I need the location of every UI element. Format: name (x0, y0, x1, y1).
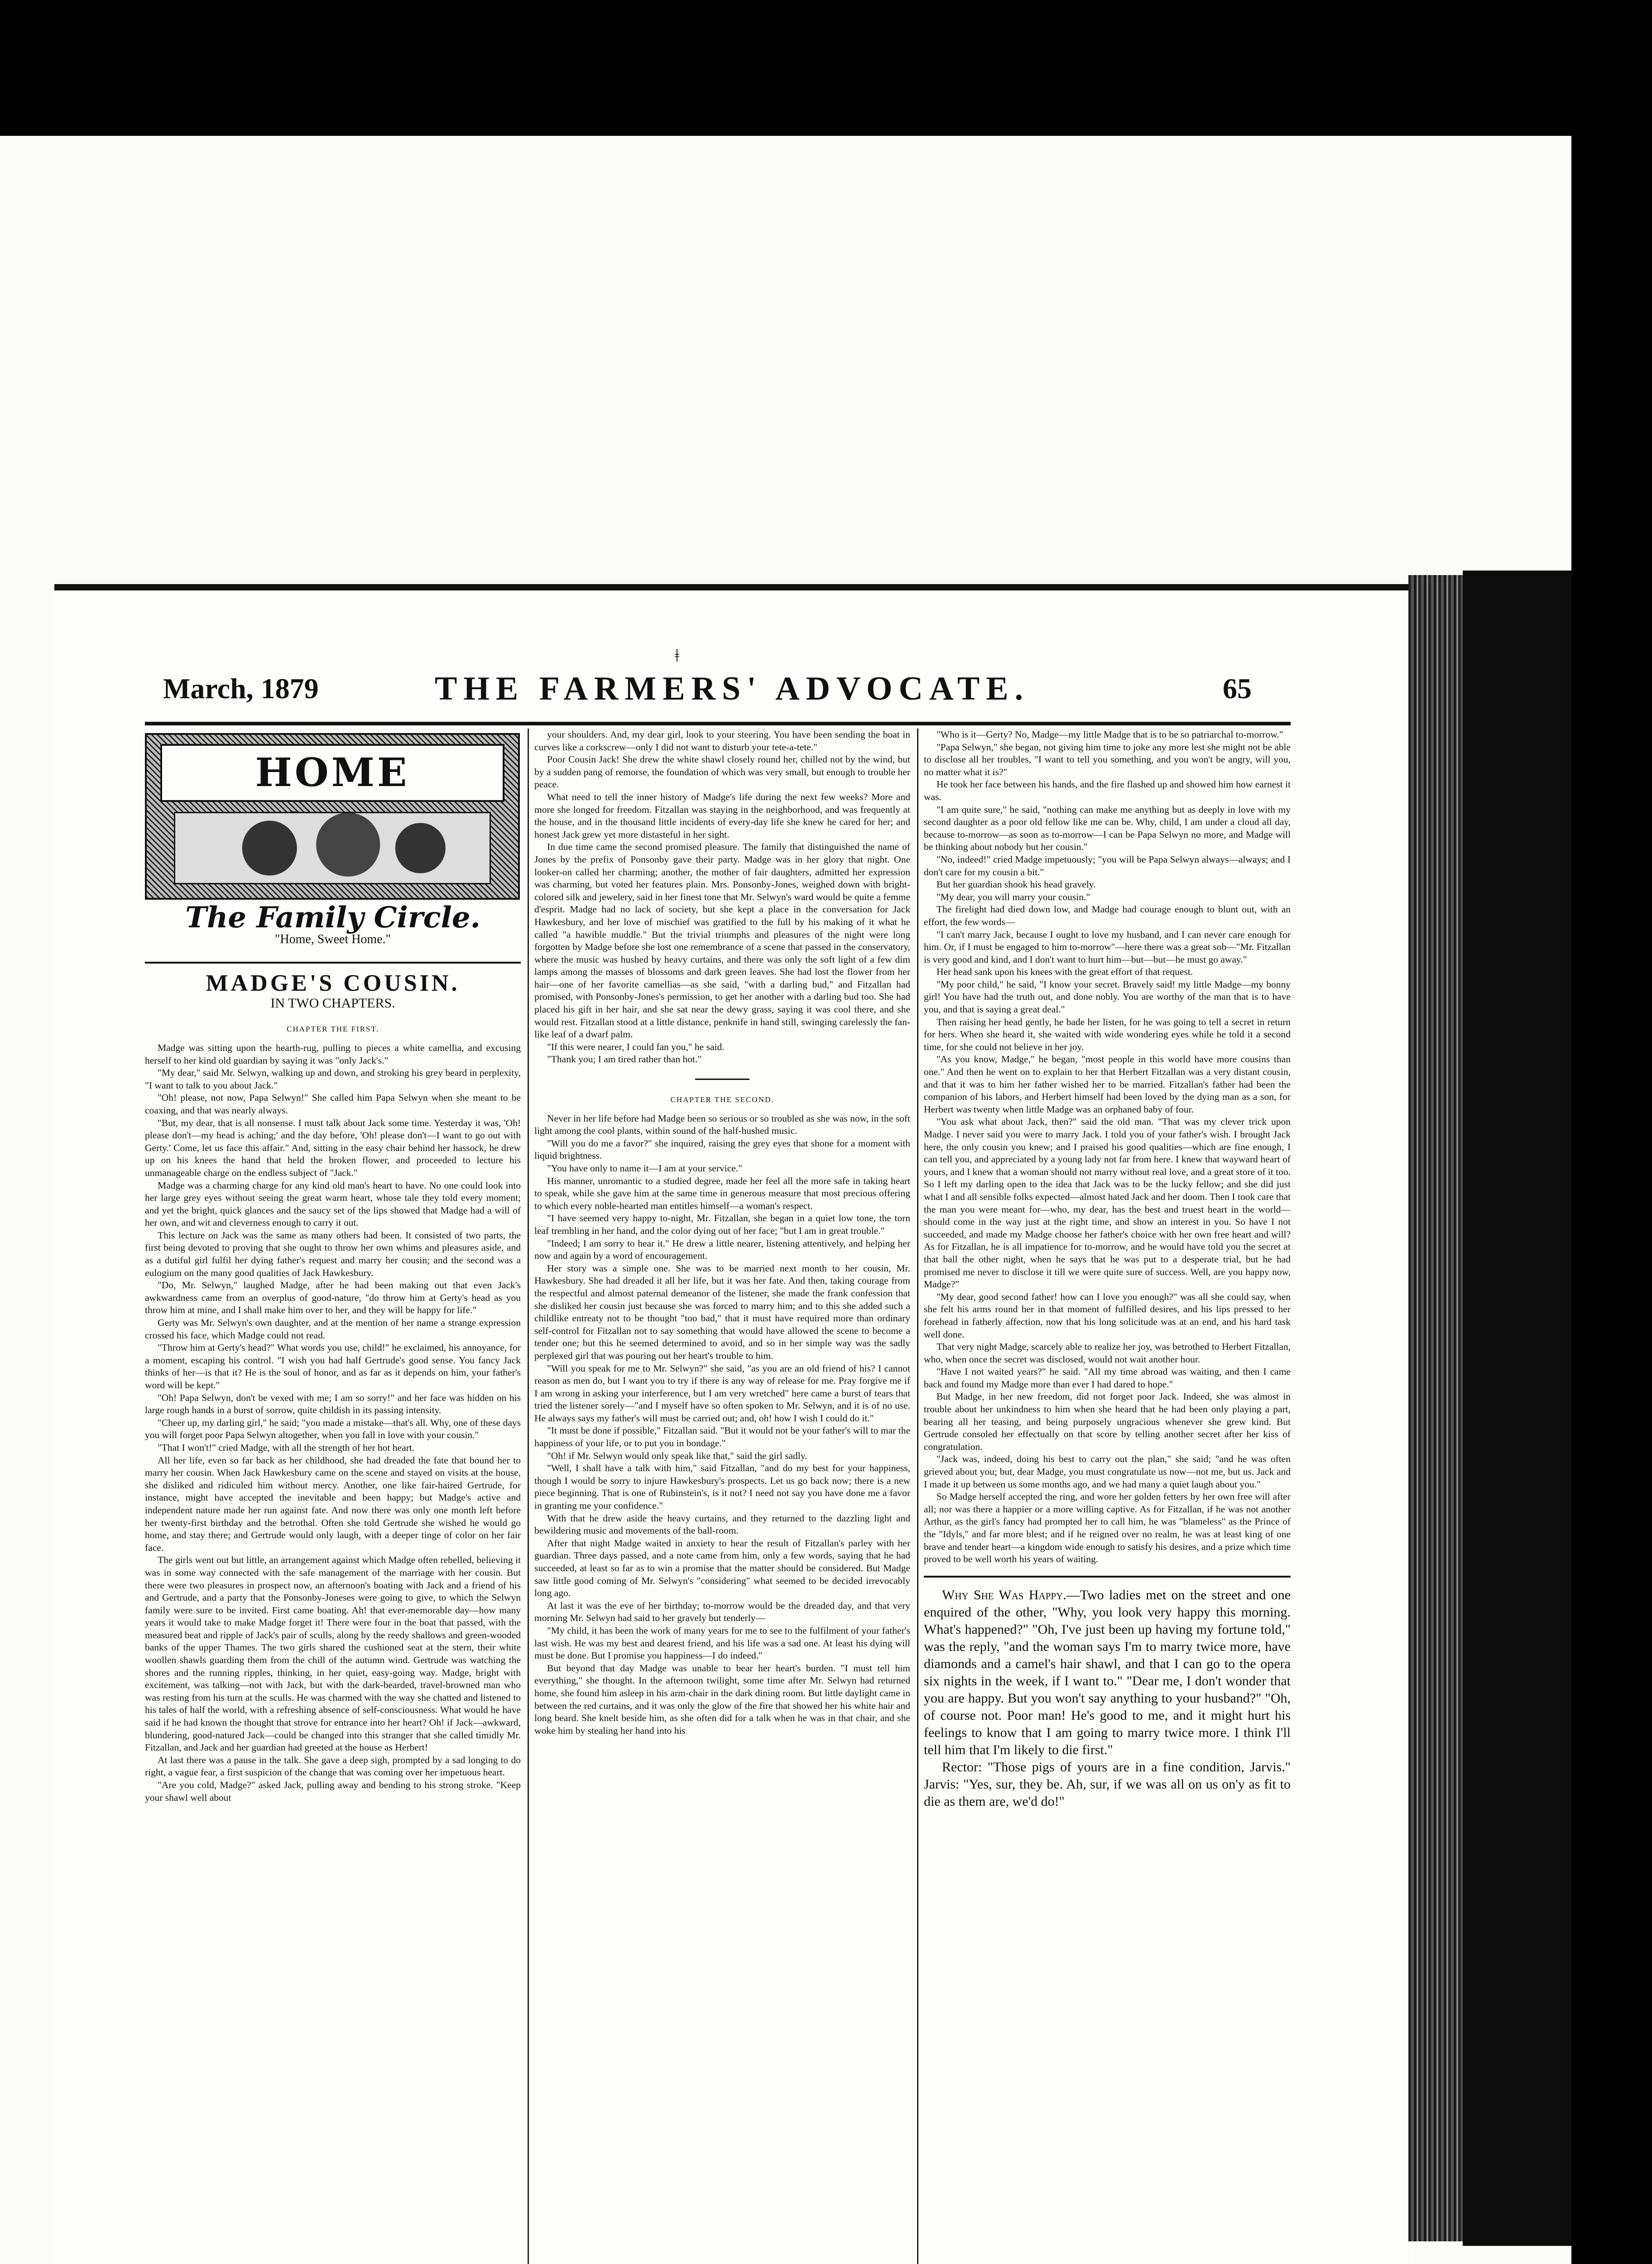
paragraph: Never in her life before had Madge been so serious or so troubled as she was now, in the soft light among the cool plants, within sound of the half-hushed music. (534, 1113, 910, 1137)
paragraph: "Do, Mr. Selwyn," laughed Madge, after he had been making out that even Jack's awkwardness came from an overplus of good-nature, "do throw him at Gerty's head as you throw him at mine, and I shall make him over to her, and they will be happy for life." (145, 1280, 521, 1316)
column-3-text (924, 729, 1291, 1566)
banner-title: HOME (160, 744, 504, 802)
anecdote-text: —Two ladies met on the street and one enquired of the other, "Why, you look very happy this morning. What's happened?" "Oh, I've just been up having my fortune told," was the reply, "and the woman says I'm to marry twice more, have diamonds and a camel's hair shawl, and that I can go to the opera six nights in the week, if I want to." "Dear me, I don't wonder that you are happy. But you won't say anything to your husband?" "Oh, of course not. Poor man! He's good to me, and it might hurt his feelings to know that I am going to marry twice more. I think I'll tell him that I'm likely to die first." (924, 1587, 1291, 1757)
paragraph: "That I won't!" cried Madge, with all the strength of her hot heart. (158, 1442, 415, 1453)
blank-margin (0, 136, 1571, 543)
chapter-rule (695, 1079, 749, 1080)
paragraph: "My dear," said Mr. Selwyn, walking up and down, and stroking his grey beard in perplexity, "I want to talk to you about Jack." (145, 1067, 521, 1091)
paragraph: "I can't marry Jack, because I ought to love my husband, and I can never care enough for him. Or, if I must be engaged to him to-morrow"—here there was a great sob—"Mr. Fitzallan is very good and kind, and I don't want to hurt him—but—but—he must go away." (924, 929, 1291, 965)
paragraph: At last it was the eve of her birthday; to-morrow would be the dreaded day, and that very morning Mr. Selwyn had said to her gravely but tenderly— (534, 1600, 910, 1624)
paragraph: "I am quite sure," he said, "nothing can make me anything but as deeply in love with my second daughter as a poor old fellow like me can be. Why, child, I am under a cloud all day, because to-morrow—as soon as to-morrow—I can be Papa Selwyn no more, and Madge will be thinking about nobody but her cousin." (924, 804, 1291, 853)
ornament-mark: ǂ (675, 645, 679, 666)
paragraph: Her story was a simple one. She was to be married next month to her cousin, Mr. Hawkesbury. She had dreaded it all her life, but it was her fate. And then, taking courage from the respectful and almost paternal demeanor of the listener, she made the frank confession that she disliked her cousin just because she was forced to marry him; and to this she added such a childlike entreaty not to be thought "too bad," that it must have required more than ordinary self-control for Fitzallan not to say something that would have allowed the scene to become a tender one; but this he seemed determined to avoid, and so in her simple way was the sadly perplexed girl that was pouring out her heart's trouble to him. (534, 1262, 910, 1361)
paragraph: Her head sank upon his knees with the great effort of that request. (936, 966, 1193, 978)
paragraph: In due time came the second promised pleasure. The family that distinguished the name of Jones by the prefix of Ponsonby gave their party. Madge was in her glory that night. One looker-on called her charming; another, the mother of fair daughters, admitted her expression was charming, but voted her features plain. Mrs. Ponsonby-Jones, weighed down with bright-colored silk and jewelery, said in her finest tone that Mr. Selwyn's ward would be quite a femme d'esprit. Madge had no lack of society, but she kept a place in the conversation for Jack Hawkesbury, and her love of mischief was gratified to the full by his making of it what he called "a hawible muddle." But the trivial triumphs and pleasures of the night were long forgotten by Madge before she lost one remembrance of a scene that passed in the conservatory, where the music was hushed by heavy curtains, and there was only the soft light of a few dim lamps among the masses of blossoms and dark green leaves. She had lost the flower from her hair—one of her favorite camellias—as she said, "with a darling bud," and Fitzallan had promised, with Ponsonby-Jones's permission, to get her another with a darling bud too. She had placed his gift in her hair, and she sat near the dewy grass, saying it was cool there, and she would rest. Fitzallan stood at a little distance, penknife in hand still, swinging carelessly the fan-like leaf of a dwarf palm. (534, 841, 910, 1040)
column-1 (145, 729, 521, 1804)
paragraph: That very night Madge, scarcely able to realize her joy, was betrothed to Herbert Fitzallan, who, when once the secret was disclosed, would not wait another hour. (924, 1341, 1291, 1365)
section-rule (145, 962, 521, 964)
column-divider (917, 729, 918, 2264)
section-title: The Family Circle. (185, 901, 480, 935)
column-2-text-continued (534, 1113, 910, 1737)
paragraph: "Jack was, indeed, doing his best to carry out the plan," she said; "and he was often grieved about you; but, dear Madge, you must congratulate us now—not me, but us. Jack and I made it up between us some months ago, and we had many a quiet laugh about you." (924, 1453, 1291, 1490)
column-2-text (534, 729, 910, 1066)
newspaper-page (54, 584, 1413, 2264)
paragraph: So Madge herself accepted the ring, and wore her golden fetters by her own free will after all; nor was there a happier or a more willing captive. As for Fitzallan, if he was not another Arthur, as the girl's fancy had prompted her to call him, he was "blameless" as the Prince of the "Idyls," and far more blest; and if he reigned over no realm, he was at least king of one brave and tender heart—a kingdom wide enough to satisfy his desires, and a prize which time proved to be well worth his years of waiting. (924, 1491, 1291, 1565)
paragraph: "No, indeed!" cried Madge impetuously; "you will be Papa Selwyn always—always; and I don't care for my cousin a bit." (924, 854, 1291, 878)
paragraph: But Madge, in her new freedom, did not forget poor Jack. Indeed, she was almost in trouble about her unkindness to him when she heard that he had been only playing a part, bearing all her teasing, and being purposely ungracious whenever she grew kind. But Gertrude consoled her effectually on that score by telling another secret after her kiss of congratulation. (924, 1391, 1291, 1452)
paragraph: your shoulders. And, my dear girl, look to your steering. You have been sending the boat in curves like a corkscrew—only I did not want to disturb your tete-a-tete." (534, 729, 910, 753)
section-motto: "Home, Sweet Home." (274, 932, 391, 946)
page-number: 65 (1223, 672, 1252, 705)
paragraph: "Have I not waited years?" he said. "All my time abroad was waiting, and then I came back and found my Madge more than ever I had dared to hope." (924, 1366, 1291, 1390)
paragraph: Then raising her head gently, he bade her listen, for he was going to tell a secret in return for hers. When she heard it, she waited with wide wondering eyes while he told it a second time, for she could not believe in her joy. (924, 1016, 1291, 1052)
paragraph: What need to tell the inner history of Madge's life during the next few weeks? More and more she longed for freedom. Fitzallan was staying in the neighborhood, and was frequently at the house, and in the thousand little incidents of every-day life she knew he cared for her; and honest Jack grew yet more distasteful in her sight. (534, 791, 910, 840)
story-title: MADGE'S COUSIN. (206, 970, 460, 997)
paragraph: At last there was a pause in the talk. She gave a deep sigh, prompted by a sad longing to do right, a vague fear, a first suspicion of the change that was coming over her impetuous heart. (145, 1754, 521, 1778)
paragraph: But beyond that day Madge was unable to bear her heart's burden. "I must tell him everything," she thought. In the afternoon twilight, some time after Mr. Selwyn had returned home, she found him asleep in his arm-chair in the dark dining room. But little daylight came in between the red curtains, and it was only the glow of the fire that showed her his white hair and long beard. She knelt beside him, as she often did for a talk when he was in that chair, and she woke him by stealing her hand into his (534, 1662, 910, 1736)
paragraph: The firelight had died down low, and Madge had courage enough to blunt out, with an effort, the few words— (924, 904, 1291, 927)
paragraph: With that he drew aside the heavy curtains, and they returned to the dazzling light and bewildering music and movements of the ball-room. (534, 1512, 910, 1536)
banner-illustration (174, 812, 491, 884)
paragraph: "As you know, Madge," he began, "most people in this world have more cousins than one." And then he went on to explain to her that Herbert Fitzallan was a very distant cousin, and that it was to him her father wished her to be married. Fitzallan's father had been the companion of his labors, and Herbert himself had been loved by the dying man as a son, for Herbert was twenty when little Madge was an orphaned baby of four. (924, 1054, 1291, 1115)
paragraph: "Who is it—Gerty? No, Madge—my little Madge that is to be so patriarchal to-morrow." (936, 729, 1283, 740)
paragraph: "I have seemed very happy to-night, Mr. Fitzallan, she began in a quiet low tone, the torn leaf trembling in her hand, and the color dying out of her face; "but I am in great trouble." (534, 1213, 910, 1236)
publication-title: THE FARMERS' ADVOCATE. (435, 670, 1030, 707)
paragraph: "Thank you; I am tired rather than hot." (547, 1054, 702, 1065)
paragraph: "Will you speak for me to Mr. Selwyn?" she said, "as you are an old friend of his? I cannot reason as men do, but I want you to try if there is any way of release for me. Pray forgive me if I am wrong in asking your interference, but I am very wretched" here came a burst of tears that tried the listener sorely—"and I myself have so often spoken to Mr. Selwyn, and it is of no use. He always says my father's will must be carried out; and, oh! how I wish I could do it." (534, 1362, 910, 1424)
paragraph: "Oh! Papa Selwyn, don't be vexed with me; I am so sorry!" and her face was hidden on his large rough hands in a burst of sorrow, quite childish in its passing intensity. (145, 1392, 521, 1416)
paragraph: "My dear, you will marry your cousin." (936, 891, 1090, 902)
issue-date: March, 1879 (163, 672, 319, 705)
column-3 (924, 729, 1291, 1810)
paragraph: "Throw him at Gerty's head?" What words you use, child!" he exclaimed, his annoyance, for a moment, escaping his control. "I wish you had half Gertrude's good sense. You fancy Jack thinks of her—is that it? He is the soul of honor, and as far as it depends on him, your father's word will be kept." (145, 1342, 521, 1391)
paragraph: "It must be done if possible," Fitzallan said. "But it would not be your father's will to mar the happiness of your life, or to put you in bondage." (534, 1425, 910, 1449)
chapter-heading: CHAPTER THE FIRST. (287, 1025, 379, 1034)
paragraph: "Will you do me a favor?" she inquired, raising the grey eyes that shone for a moment with liquid brightness. (534, 1137, 910, 1161)
anecdote-rule (924, 1576, 1291, 1578)
anecdote-text: Rector: "Those pigs of yours are in a fine condition, Jarvis." Jarvis: "Yes, sur, they be. Ah, sur, if we was all on us on'y as fit to die as them are, we'd do!" (924, 1759, 1291, 1809)
paragraph: Poor Cousin Jack! She drew the white shawl closely round her, chilled not by the wind, but by a sudden pang of remorse, the foundation of which was very small, but enough to trouble her peace. (534, 754, 910, 790)
paragraph: "My dear, good second father! how can I love you enough?" was all she could say, when she felt his arms round her in that moment of fulfilled desires, and his lips pressed to her forehead in fatherly affection, now that his long solicitude was at an end, and his hard task well done. (924, 1291, 1291, 1340)
anecdote-lead: Why She Was Happy. (942, 1587, 1066, 1602)
paragraph: "If this were nearer, I could fan you," he said. (547, 1041, 725, 1052)
paragraph: "Are you cold, Madge?" asked Jack, pulling away and bending to his strong stroke. "Keep your shawl well about (145, 1780, 521, 1803)
anecdote (924, 1587, 1291, 1810)
paragraph: "You have only to name it—I am at your service." (547, 1163, 742, 1174)
paragraph: "But, my dear, that is all nonsense. I must talk about Jack some time. Yesterday it was, 'Oh! please don't—my head is aching;' and the day before, 'Oh! please don't—I want to go out with Gerty.' Come, let us face this affair." And, sitting in the easy chair behind her hassock, he drew up on his knees the hand that held the broken flower, and proceeded to lecture his unmanageable charge on the endless subject of "Jack." (145, 1117, 521, 1178)
column-1-text (145, 1042, 521, 1804)
paragraph: Gerty was Mr. Selwyn's own daughter, and at the mention of her name a strange expression crossed his face, which Madge could not read. (145, 1317, 521, 1341)
paragraph: "Oh! if Mr. Selwyn would only speak like that," said the girl sadly. (547, 1450, 807, 1461)
running-head (54, 590, 1413, 717)
paragraph: "You ask what about Jack, then?" said the old man. "That was my clever trick upon Madge. I never said you were to marry Jack. I told you of your father's wish. I brought Jack here, the only cousin you knew; and I praised his good qualities—which are fine enough, I can tell you, and appreciated by a young lady not far from here. I knew that wayward heart of yours, and I knew that a woman should not marry without real love, and a great store of it too. So I left my darling open to the idea that Jack was to be the lucky fellow; and she did just what I and all sensible folks expected—almost hated Jack and her doom. Then I took care that the man you were meant for—who, my dear, has the best and truest heart in the world—should come in the way just at the right time, and show an interest in you. So have I not succeeded, and made my Madge choose her father's choice with her own free heart and will? As for Fitzallan, he is all impatience for to-morrow, and he would have told you the secret at that ball the other night, when he says that he was put to a desperate trial, but he had promised me never to disclose it till we were quite sure of success. Well, are you happy now, Madge?" (924, 1116, 1291, 1290)
paragraph: "Well, I shall have a talk with him," said Fitzallan, "and do my best for your happiness, though I would be sorry to injure Hawkesbury's prospects. Let us go back now; there is a new piece beginning. That is one of Rubinstein's, is it not? I need not say you have done me a favor in granting me your confidence." (534, 1463, 910, 1511)
column-divider (528, 729, 529, 2264)
binding-edge (1408, 575, 1463, 2241)
chapter-heading: CHAPTER THE SECOND. (670, 1095, 774, 1104)
paragraph: But her guardian shook his head gravely. (936, 879, 1096, 890)
paragraph: "Indeed; I am sorry to hear it." He drew a little nearer, listening attentively, and helping her now and again by a word of encouragement. (534, 1238, 910, 1262)
paragraph: All her life, even so far back as her childhood, she had dreaded the fate that bound her to marry her cousin. When Jack Hawkesbury came on the scene and stayed on visits at the house, she disliked and ridiculed him without mercy. Another, one like fair-haired Gertrude, for instance, might have accepted the inevitable and been happy; but Madge's active and independent nature made her run against fate. And now there was only one month left before her twenty-first birthday and the betrothal. Often she told Gertrude she wished he would go home, and stay there; and Gertrude would only laugh, with a deeper tinge of color on her fair face. (145, 1454, 521, 1553)
paragraph: This lecture on Jack was the same as many others had been. It consisted of two parts, the first being devoted to proving that she ought to throw her own whims and pleasures aside, and as a dutiful girl fulfil her dying father's request and marry her cousin; and the second was a eulogium on the many good qualities of Jack Hawkesbury. (145, 1229, 521, 1278)
paragraph: The girls went out but little, an arrangement against which Madge often rebelled, believing it was in some way connected with the safe management of the marriage with her cousin. But there were two pleasures in prospect now, an afternoon's boating with Jack and a friend of his and Gertrude, and a party that the Ponsonby-Joneses were going to give, to which the Selwyn family were sure to be invited. First came boating. Ah! that ever-memorable day—how many years it would take to make Madge forget it! There were four in the boat that passed, with the measured beat and ripple of Jack's pair of sculls, along by the reedy shallows and green-wooded banks of the upper Thames. The two girls shared the cushioned seat at the stern, their white woollen shawls guarding them from the chill of the autumn wind. Gertrude was watching the shores and the running ripples, thinking, in her quiet, easy-going way. Madge, bright with excitement, was talking—not with Jack, but with the dark-bearded, travel-browned man who was resting from his turn at the sculls. He was charmed with the way she chatted and listened to his tales of half the world, with a refreshing absence of self-consciousness. What would he have said if he had known the thought that strove for entrance into her heart? Oh! if Jack—awkward, blundering, good-natured Jack—could be changed into this stranger that she called timidly Mr. Fitzallan, and Jack and her guardian had greeted at the house as Herbert! (145, 1554, 521, 1753)
home-magazine-banner (145, 733, 520, 900)
binding-shadow (1463, 571, 1571, 2246)
story-subtitle: IN TWO CHAPTERS. (270, 995, 395, 1011)
paragraph: His manner, unromantic to a studied degree, made her feel all the more safe in taking heart to speak, while she gave him at the same time in generous measure that most precious offering to which every noble-hearted man entitles himself—a woman's respect. (534, 1175, 910, 1211)
paragraph: He took her face between his hands, and the fire flashed up and showed him how earnest it was. (924, 779, 1291, 802)
paragraph: Madge was a charming charge for any kind old man's heart to have. No one could look into her large grey eyes without seeing the great warm heart, whose tale they told every moment; and yet the bright, quick glances and the saucy set of the lips showed that Madge had a will of her own, and wit and cleverness enough to carry it out. (145, 1180, 521, 1228)
paragraph: Madge was sitting upon the hearth-rug, pulling to pieces a white camellia, and excusing herself to her kind old guardian by saying it was "only Jack's." (145, 1042, 521, 1066)
paragraph: "Papa Selwyn," she began, not giving him time to joke any more lest she might not be able to disclose all her troubles, "I want to tell you something, and you won't be angry, will you, no matter what it is?" (924, 741, 1291, 777)
paragraph: After that night Madge waited in anxiety to hear the result of Fitzallan's parley with her guardian. Three days passed, and a note came from him, only a few words, saying that he had succeeded, at least so far as to win a promise that the matter should be considered. But Madge saw little good coming of Mr. Selwyn's "considering" what seemed to be decided irrevocably long ago. (534, 1537, 910, 1599)
paragraph: "My poor child," he said, "I know your secret. Bravely said! my little Madge—my bonny girl! You have had the truth out, and done nobly. You are worthy of the man that is to have you, and that is saying a great deal." (924, 979, 1291, 1015)
paragraph: "My child, it has been the work of many years for me to see to the fulfilment of your father's last wish. He was my best and dearest friend, and his life was a sad one. At least his dying will must be done. But I promise you happiness—I do indeed." (534, 1625, 910, 1661)
paragraph: "Oh! please, not now, Papa Selwyn!" She called him Papa Selwyn when she meant to be coaxing, and that was nearly always. (145, 1092, 521, 1116)
column-2 (534, 729, 910, 1737)
paragraph: "Cheer up, my darling girl," he said; "you made a mistake—that's all. Why, one of these days you will forget poor Papa Selwyn altogether, when you fall in love with your cousin." (145, 1417, 521, 1441)
header-rule (145, 722, 1291, 725)
